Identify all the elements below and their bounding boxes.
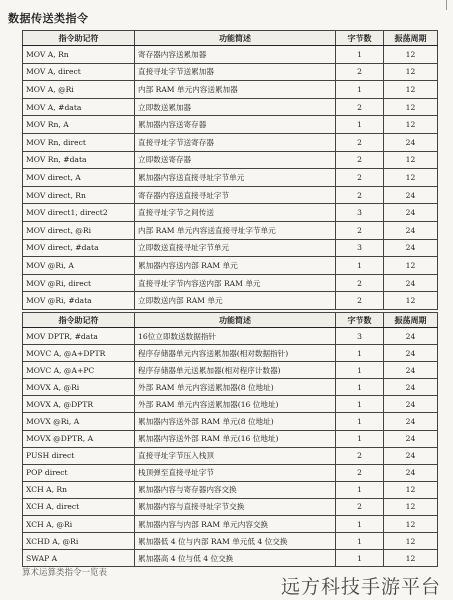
cell-bytes: 2 — [336, 186, 384, 204]
cell-cycles: 12 — [384, 292, 438, 310]
cell-mnemonic: MOV direct, @Ri — [23, 221, 135, 239]
header-bytes: 字节数 — [336, 313, 384, 328]
table-row — [23, 257, 438, 275]
cell-mnemonic: MOV Rn, A — [23, 116, 135, 134]
table-row — [23, 550, 438, 567]
table-row — [23, 133, 438, 151]
cell-cycles: 24 — [384, 345, 438, 362]
cell-bytes: 1 — [336, 481, 384, 498]
cell-description: 内部 RAM 单元内容送直接寻址字节单元 — [135, 221, 336, 239]
cell-cycles: 24 — [384, 221, 438, 239]
cell-cycles: 12 — [384, 533, 438, 550]
table-row — [23, 464, 438, 481]
cell-bytes: 1 — [336, 116, 384, 134]
cell-cycles: 24 — [384, 133, 438, 151]
cell-mnemonic: MOV direct, Rn — [23, 186, 135, 204]
cell-mnemonic: MOVX A, @DPTR — [23, 396, 135, 413]
cell-description: 寄存器内容送直接寻址字节 — [135, 186, 336, 204]
cell-description: 寄存器内容送累加器 — [135, 46, 336, 64]
cell-description: 立即数送寄存器 — [135, 151, 336, 169]
cell-description: 立即数送内部 RAM 单元 — [135, 292, 336, 310]
cell-cycles: 24 — [384, 204, 438, 222]
cell-mnemonic: MOV Rn, #data — [23, 151, 135, 169]
cell-bytes: 2 — [336, 133, 384, 151]
cell-mnemonic: MOV direct1, direct2 — [23, 204, 135, 222]
cell-description: 程序存储器单元送累加器(相对程序计数器) — [135, 362, 336, 379]
cell-description: 累加器内容送外部 RAM 单元(8 位地址) — [135, 413, 336, 430]
table-row — [23, 345, 438, 362]
cell-description: 16位立即数送数据指针 — [135, 328, 336, 345]
cell-bytes: 2 — [336, 169, 384, 187]
cell-bytes: 2 — [336, 464, 384, 481]
data-transfer-table-1 — [22, 30, 438, 310]
header-description: 功能简述 — [135, 31, 336, 46]
table-row — [23, 46, 438, 64]
table-row — [23, 362, 438, 379]
cell-bytes: 2 — [336, 498, 384, 515]
cell-bytes: 1 — [336, 257, 384, 275]
cell-cycles: 12 — [384, 63, 438, 81]
table-row — [23, 204, 438, 222]
table-row — [23, 498, 438, 515]
header-cycles: 振荡周期 — [384, 31, 438, 46]
cell-bytes: 1 — [336, 46, 384, 64]
page-title: 数据传送类指令 — [8, 12, 89, 25]
cell-cycles: 12 — [384, 257, 438, 275]
header-cycles: 振荡周期 — [384, 313, 438, 328]
cell-cycles: 12 — [384, 98, 438, 116]
cell-description: 外部 RAM 单元内容送累加器(16 位地址) — [135, 396, 336, 413]
cell-mnemonic: MOV @Ri, A — [23, 257, 135, 275]
cell-mnemonic: MOVX A, @Ri — [23, 379, 135, 396]
table-row — [23, 274, 438, 292]
cell-cycles: 12 — [384, 169, 438, 187]
cell-mnemonic: MOV Rn, direct — [23, 133, 135, 151]
cell-mnemonic: SWAP A — [23, 550, 135, 567]
table-row — [23, 447, 438, 464]
cell-cycles: 24 — [384, 186, 438, 204]
cell-cycles: 24 — [384, 396, 438, 413]
table-row — [23, 481, 438, 498]
table-row — [23, 221, 438, 239]
cell-cycles: 12 — [384, 516, 438, 533]
cell-cycles: 12 — [384, 116, 438, 134]
cell-mnemonic: MOV @Ri, #data — [23, 292, 135, 310]
cell-mnemonic: MOV A, Rn — [23, 46, 135, 64]
cell-mnemonic: MOVX @DPTR, A — [23, 430, 135, 447]
table-row — [23, 413, 438, 430]
cell-mnemonic: XCHD A, @Ri — [23, 533, 135, 550]
table-header-row — [23, 313, 438, 328]
cell-description: 累加器内容送外部 RAM 单元(16 位地址) — [135, 430, 336, 447]
table-row — [23, 151, 438, 169]
cell-description: 立即数送累加器 — [135, 98, 336, 116]
header-bytes: 字节数 — [336, 31, 384, 46]
cell-bytes: 1 — [336, 345, 384, 362]
cell-description: 累加器内容与内部 RAM 单元内容交换 — [135, 516, 336, 533]
cell-cycles: 24 — [384, 430, 438, 447]
cell-bytes: 3 — [336, 328, 384, 345]
cell-mnemonic: MOVC A, @A+PC — [23, 362, 135, 379]
cell-bytes: 1 — [336, 516, 384, 533]
table-row — [23, 98, 438, 116]
cell-description: 累加器内容送内部 RAM 单元 — [135, 257, 336, 275]
cell-cycles: 12 — [384, 550, 438, 567]
cell-mnemonic: MOV direct, A — [23, 169, 135, 187]
cell-mnemonic: MOV direct, #data — [23, 239, 135, 257]
cell-mnemonic: MOV A, direct — [23, 63, 135, 81]
table-row — [23, 186, 438, 204]
cell-cycles: 24 — [384, 239, 438, 257]
cell-description: 程序存储器单元内容送累加器(相对数据指针) — [135, 345, 336, 362]
table-row — [23, 430, 438, 447]
cell-cycles: 24 — [384, 413, 438, 430]
cell-bytes: 1 — [336, 550, 384, 567]
cell-cycles: 24 — [384, 274, 438, 292]
table-row — [23, 396, 438, 413]
cell-cycles: 12 — [384, 498, 438, 515]
cell-mnemonic: MOV A, @Ri — [23, 81, 135, 99]
cell-description: 直接寻址字节之间传送 — [135, 204, 336, 222]
cell-description: 累加器内容送寄存器 — [135, 116, 336, 134]
cell-description: 内部 RAM 单元内容送累加器 — [135, 81, 336, 99]
table-header-row — [23, 31, 438, 46]
cell-bytes: 1 — [336, 533, 384, 550]
cell-description: 累加器低 4 位与内部 RAM 单元低 4 位交换 — [135, 533, 336, 550]
table-row — [23, 116, 438, 134]
table-row — [23, 169, 438, 187]
table-row — [23, 81, 438, 99]
table-row — [23, 379, 438, 396]
cell-cycles: 12 — [384, 151, 438, 169]
table-row — [23, 533, 438, 550]
table-row — [23, 292, 438, 310]
cell-mnemonic: XCH A, direct — [23, 498, 135, 515]
cell-mnemonic: XCH A, Rn — [23, 481, 135, 498]
header-description: 功能简述 — [135, 313, 336, 328]
cell-description: 直接寻址字节送累加器 — [135, 63, 336, 81]
table-row — [23, 328, 438, 345]
cell-cycles: 24 — [384, 447, 438, 464]
cell-description: 外部 RAM 单元内容送累加器(8 位地址) — [135, 379, 336, 396]
cell-description: 累加器高 4 位与低 4 位交换 — [135, 550, 336, 567]
cell-description: 栈顶弹至直接寻址字节 — [135, 464, 336, 481]
cell-mnemonic: MOV DPTR, #data — [23, 328, 135, 345]
cell-cycles: 12 — [384, 81, 438, 99]
table-caption: 算术运算类指令一览表 — [22, 568, 108, 578]
cell-description: 直接寻址字节内容送内部 RAM 单元 — [135, 274, 336, 292]
cell-bytes: 1 — [336, 81, 384, 99]
cell-bytes: 1 — [336, 430, 384, 447]
cell-bytes: 2 — [336, 447, 384, 464]
cell-cycles: 24 — [384, 362, 438, 379]
cell-bytes: 2 — [336, 63, 384, 81]
cell-cycles: 12 — [384, 46, 438, 64]
cell-mnemonic: MOVC A, @A+DPTR — [23, 345, 135, 362]
page-edge-line — [446, 0, 447, 10]
cell-cycles: 12 — [384, 481, 438, 498]
cell-bytes: 3 — [336, 204, 384, 222]
data-transfer-table-2 — [22, 312, 438, 567]
cell-bytes: 1 — [336, 396, 384, 413]
cell-mnemonic: XCH A, @Ri — [23, 516, 135, 533]
cell-mnemonic: PUSH direct — [23, 447, 135, 464]
cell-bytes: 2 — [336, 151, 384, 169]
cell-bytes: 1 — [336, 362, 384, 379]
table-row — [23, 516, 438, 533]
cell-bytes: 2 — [336, 292, 384, 310]
cell-bytes: 1 — [336, 379, 384, 396]
cell-description: 累加器内容送直接寻址字节单元 — [135, 169, 336, 187]
cell-mnemonic: MOV @Ri, direct — [23, 274, 135, 292]
cell-bytes: 2 — [336, 274, 384, 292]
cell-mnemonic: POP direct — [23, 464, 135, 481]
cell-cycles: 24 — [384, 379, 438, 396]
cell-description: 累加器内容与寄存器内容交换 — [135, 481, 336, 498]
cell-bytes: 1 — [336, 413, 384, 430]
cell-bytes: 3 — [336, 239, 384, 257]
cell-description: 直接寻址字节送寄存器 — [135, 133, 336, 151]
header-mnemonic: 指令助记符 — [23, 31, 135, 46]
cell-description: 累加器内容与直接寻址字节交换 — [135, 498, 336, 515]
cell-mnemonic: MOV A, #data — [23, 98, 135, 116]
cell-bytes: 2 — [336, 221, 384, 239]
table-row — [23, 63, 438, 81]
table-row — [23, 239, 438, 257]
cell-cycles: 24 — [384, 328, 438, 345]
cell-description: 立即数送直接寻址字节单元 — [135, 239, 336, 257]
watermark: 远方科技手游平台 — [280, 576, 441, 598]
cell-description: 直接寻址字节压入栈顶 — [135, 447, 336, 464]
cell-cycles: 24 — [384, 464, 438, 481]
cell-mnemonic: MOVX @Ri, A — [23, 413, 135, 430]
cell-bytes: 2 — [336, 98, 384, 116]
header-mnemonic: 指令助记符 — [23, 313, 135, 328]
